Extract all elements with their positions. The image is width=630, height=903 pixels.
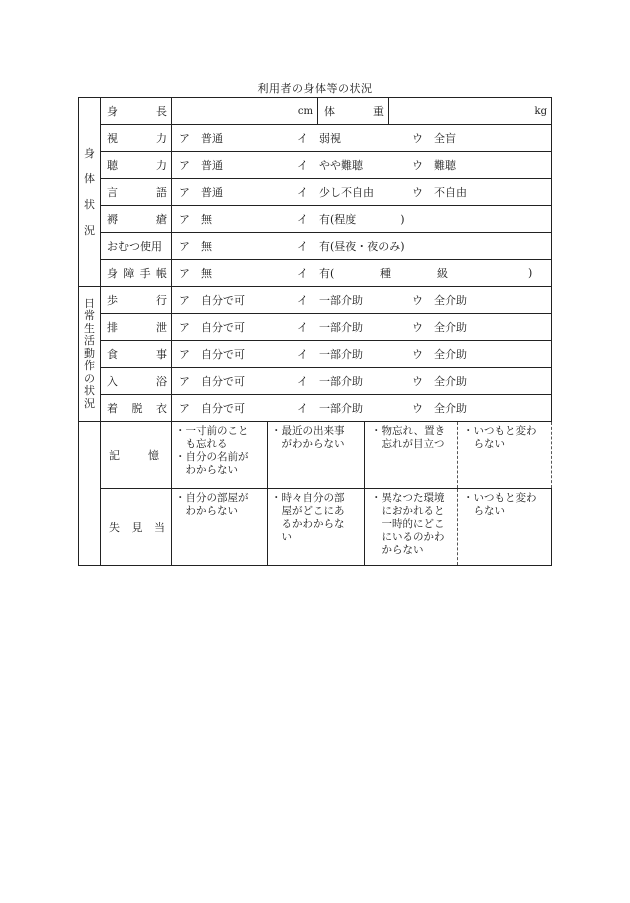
options-cell — [172, 233, 552, 260]
option-c[interactable]: ウ 全介助 — [412, 402, 467, 415]
bathing-row — [79, 368, 552, 395]
adl-category-label: 日 常 生 活 動 作 の 状 況 — [79, 287, 101, 422]
option-b[interactable]: イ 弱視 — [297, 132, 341, 145]
memory-row — [79, 422, 552, 489]
diaper-row — [79, 233, 552, 260]
physical-category-label: 身 体 状 況 — [79, 98, 101, 287]
options-cell — [172, 341, 552, 368]
options-cell — [172, 287, 552, 314]
option-b[interactable]: イ やや難聴 — [297, 159, 363, 172]
option-b[interactable]: イ 有(程度 ) — [297, 213, 405, 226]
row-label: おむつ使用 — [101, 233, 172, 260]
disability-handbook-row — [79, 260, 552, 287]
height-label: 身 長 — [101, 98, 172, 125]
status-table — [78, 97, 552, 566]
excretion-row — [79, 314, 552, 341]
row-label: 褥 瘡 — [101, 206, 172, 233]
page-title: 利用者の身体等の状況 — [257, 82, 373, 95]
memory-option-1[interactable]: ・一寸前のこと も忘れる ・自分の名前が わからない — [172, 422, 268, 489]
eating-row — [79, 341, 552, 368]
grade-type-label: 種 — [380, 267, 391, 280]
options-cell — [172, 314, 552, 341]
row-label: 身 障 手 帳 — [101, 260, 172, 287]
options-cell — [172, 152, 552, 179]
option-a[interactable]: ア 普通 — [179, 132, 223, 145]
orientation-option-3[interactable]: ・異なつた環境 におかれると 一時的にどこ にいるのかわ からない ・いつもと変わ らない — [365, 489, 552, 566]
option-c[interactable]: ウ 全介助 — [412, 375, 467, 388]
row-label: 排 泄 — [101, 314, 172, 341]
option-c[interactable]: ウ 全盲 — [412, 132, 456, 145]
option-a[interactable]: ア 無 — [179, 267, 212, 280]
walking-row — [79, 287, 552, 314]
options-cell — [172, 260, 552, 287]
orientation-option-1[interactable]: ・自分の部屋が わからない — [172, 489, 268, 566]
disorientation-row — [79, 489, 552, 566]
memory-option-4[interactable]: ・いつもと変わ らない — [457, 422, 537, 488]
option-a[interactable]: ア 自分で可 — [179, 348, 245, 361]
dressing-row — [79, 395, 552, 422]
orientation-option-4[interactable]: ・いつもと変わ らない — [457, 489, 537, 565]
options-cell — [172, 179, 552, 206]
option-c[interactable]: ウ 全介助 — [412, 321, 467, 334]
memory-option-2[interactable]: ・最近の出来事 がわからない — [268, 422, 365, 489]
option-a[interactable]: ア 無 — [179, 213, 212, 226]
row-label: 着 脱 衣 — [101, 395, 172, 422]
row-label: 言 語 — [101, 179, 172, 206]
grade-level-label: 級 — [437, 267, 448, 280]
speech-row — [79, 179, 552, 206]
memory-option-3[interactable]: ・物忘れ、置き 忘れが目立つ ・いつもと変わ らない — [365, 422, 552, 489]
vision-row — [79, 125, 552, 152]
option-b[interactable]: イ 一部介助 — [297, 375, 363, 388]
options-cell — [172, 206, 552, 233]
cognitive-category-label — [79, 422, 101, 566]
row-label: 視 力 — [101, 125, 172, 152]
weight-label: 体 重 — [318, 98, 389, 125]
options-cell — [172, 368, 552, 395]
option-b[interactable]: イ 少し不自由 — [297, 186, 374, 199]
options-cell — [172, 125, 552, 152]
option-a[interactable]: ア 自分で可 — [179, 375, 245, 388]
option-c[interactable]: ウ 難聴 — [412, 159, 456, 172]
option-b[interactable]: イ 一部介助 — [297, 294, 363, 307]
option-b[interactable]: イ 一部介助 — [297, 321, 363, 334]
options-cell — [172, 395, 552, 422]
row-label: 記 憶 — [101, 422, 172, 489]
option-a[interactable]: ア 自分で可 — [179, 294, 245, 307]
hearing-row — [79, 152, 552, 179]
option-a[interactable]: ア 普通 — [179, 186, 223, 199]
option-c[interactable]: ウ 全介助 — [412, 294, 467, 307]
option-b[interactable]: イ 一部介助 — [297, 402, 363, 415]
option-b[interactable]: イ 一部介助 — [297, 348, 363, 361]
option-b[interactable]: イ 有(昼夜・夜のみ) — [297, 240, 405, 253]
weight-field[interactable]: kg — [389, 98, 552, 125]
row-label: 歩 行 — [101, 287, 172, 314]
row-label: 入 浴 — [101, 368, 172, 395]
option-b[interactable]: イ 有( — [297, 267, 335, 280]
option-a[interactable]: ア 自分で可 — [179, 321, 245, 334]
height-weight-row — [79, 98, 552, 125]
close-paren: ) — [528, 266, 533, 280]
option-a[interactable]: ア 自分で可 — [179, 402, 245, 415]
option-a[interactable]: ア 無 — [179, 240, 212, 253]
orientation-option-2[interactable]: ・時々自分の部 屋がどこにあ るかわからな い — [268, 489, 365, 566]
row-label: 失 見 当 — [101, 489, 172, 566]
option-a[interactable]: ア 普通 — [179, 159, 223, 172]
option-c[interactable]: ウ 不自由 — [412, 186, 467, 199]
row-label: 聴 力 — [101, 152, 172, 179]
pressure-ulcer-row — [79, 206, 552, 233]
height-field[interactable]: cm — [172, 98, 318, 125]
option-c[interactable]: ウ 全介助 — [412, 348, 467, 361]
row-label: 食 事 — [101, 341, 172, 368]
